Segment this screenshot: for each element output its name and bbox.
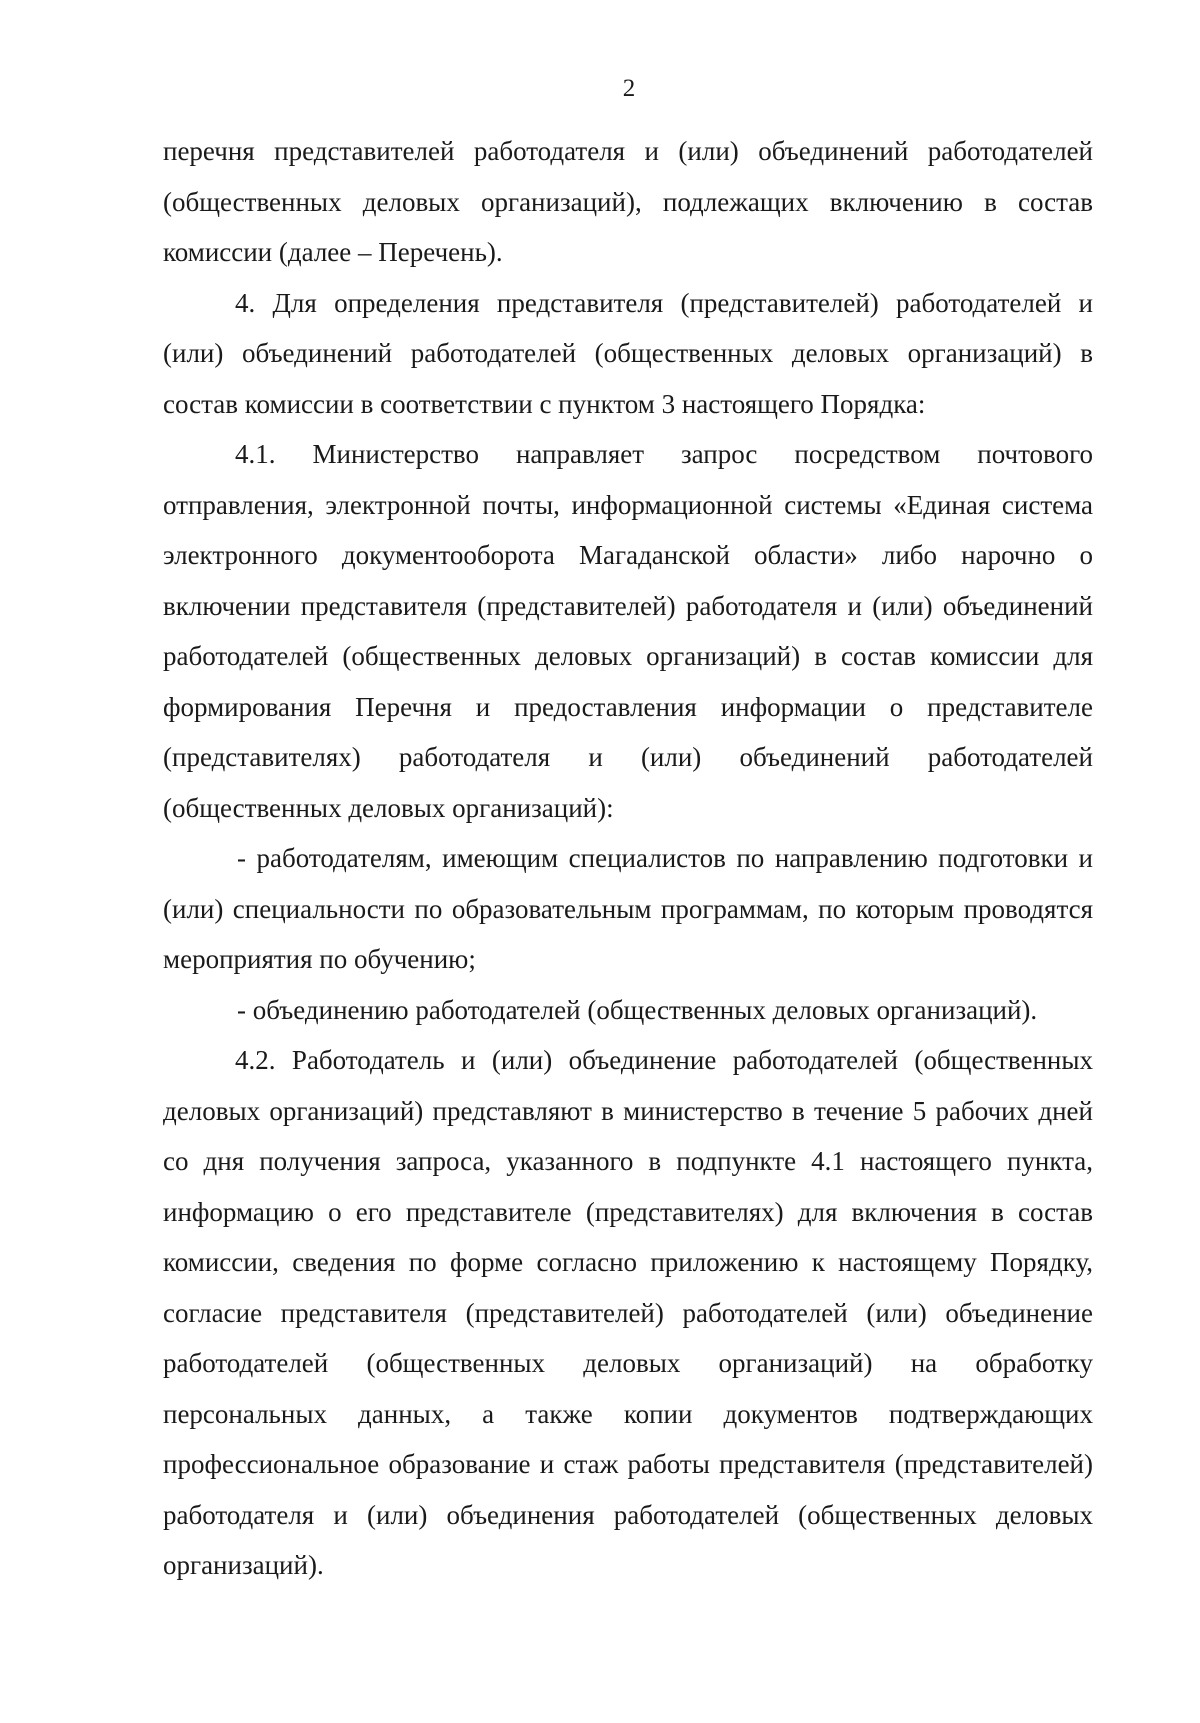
paragraph-item-4: 4. Для определения представителя (представителей) работодателей и (или) объединений работодателей (общественных деловых организаций) в состав комиссии в соответствии с пунктом 3 настоящего Порядка: xyxy=(163,287,1093,419)
list-item-associations: - объединению работодателей (общественных деловых организаций). xyxy=(237,994,1038,1025)
paragraph-item-4-1: 4.1. Министерство направляет запрос посредством почтового отправления, электронной почты, информационной системы «Единая система электронного документооборота Магаданской области» либо нарочно о включении представителя (представителей) работодателя и (или) объединений работодателей (общественных деловых организаций) в состав комиссии для формирования Перечня и предоставления информации о представителе (представителях) работодателя и (или) объединений работодателей (общественных деловых организаций): xyxy=(163,439,1093,823)
list-item-employers: - работодателям, имеющим специалистов по направлению подготовки и (или) специальности по образовательным программам, по которым проводятся мероприятия по обучению; xyxy=(163,843,1093,974)
page-number: 2 xyxy=(622,75,636,102)
paragraph-item-4-2: 4.2. Работодатель и (или) объединение работодателей (общественных деловых организаций) представляют в министерство в течение 5 рабочих дней со дня получения запроса, указанного в подпункте 4.1 настоящего пункта, информацию о его представителе (представителях) для включения в состав комиссии, сведения по форме согласно приложению к настоящему Порядку, согласие представителя (представителей) работодателей (или) объединение работодателей (общественных деловых организаций) на обработку персональных данных, а также копии документов подтверждающих профессиональное образование и стаж работы представителя (представителей) работодателя и (или) объединения работодателей (общественных деловых организаций). xyxy=(163,1045,1093,1580)
paragraph-continuation: перечня представителей работодателя и (или) объединений работодателей (общественных деловых организаций), подлежащих включению в состав комиссии (далее – Перечень). xyxy=(163,136,1093,267)
document-body xyxy=(163,126,1093,1591)
